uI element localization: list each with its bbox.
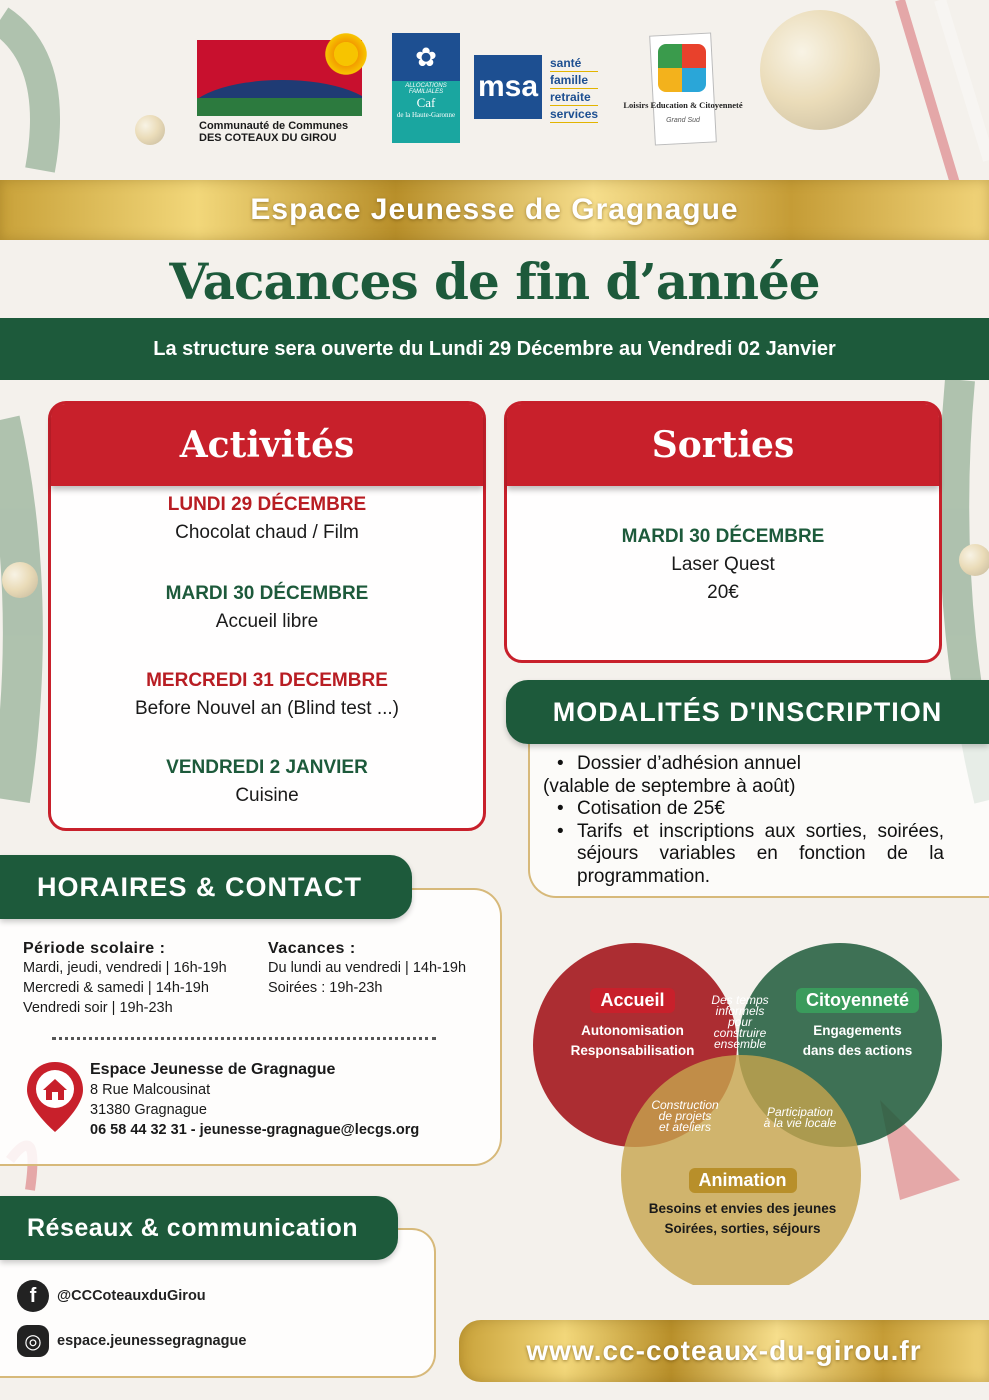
reseaux-heading: Réseaux & communication xyxy=(0,1196,398,1260)
activity-date: LUNDI 29 DÉCEMBRE xyxy=(167,494,367,515)
venn-intersection-ac xyxy=(700,995,780,1050)
scolaire-title: Période scolaire : xyxy=(23,940,166,957)
vacances-title: Vacances : xyxy=(268,940,356,957)
modalite-item: • Dossier d’adhésion annuel xyxy=(543,753,944,776)
scolaire-line: Mardi, jeudi, vendredi | 16h-19h xyxy=(23,960,227,976)
modalite-item: • Cotisation de 25€ xyxy=(543,798,944,821)
caf-line3: de la Haute-Garonne xyxy=(396,111,456,119)
opening-band xyxy=(0,318,989,380)
website-banner[interactable] xyxy=(459,1320,989,1382)
address-line: 8 Rue Malcousinat xyxy=(90,1082,211,1098)
activity-entry xyxy=(48,757,486,807)
activites-heading: Activités xyxy=(51,404,483,486)
venn-int-line: Participation xyxy=(766,1105,834,1119)
instagram-link[interactable] xyxy=(17,1325,246,1357)
logo-communaute-communes xyxy=(197,30,377,145)
page-title: Vacances de fin d’année xyxy=(169,252,820,311)
venn-animation xyxy=(605,1168,880,1239)
activity-date: MARDI 30 DÉCEMBRE xyxy=(165,583,369,604)
sun-icon xyxy=(322,30,370,78)
activity-entry xyxy=(48,583,486,633)
venn-intersection-aa xyxy=(640,1100,730,1133)
activity-entry xyxy=(48,494,486,544)
contact-address xyxy=(90,1060,419,1140)
sortie-price: 20€ xyxy=(707,582,739,603)
venn-int-line: à la vie locale xyxy=(763,1116,837,1130)
msa-word: services xyxy=(550,107,599,121)
venn-animation-tag: Animation xyxy=(689,1168,797,1193)
venn-accueil-text: Responsabilisation xyxy=(570,1043,695,1058)
msa-word: santé xyxy=(550,55,598,72)
scolaire-line: Mercredi & samedi | 14h-19h xyxy=(23,980,209,996)
activity-entry xyxy=(48,670,486,720)
venn-diagram xyxy=(525,920,955,1285)
modalite-item: • Tarifs et inscriptions aux sorties, soirées, séjours variables en fonction de la programmation. xyxy=(543,821,944,889)
msa-word: famille xyxy=(550,72,598,89)
family-icon: ✿ xyxy=(392,33,460,81)
facebook-link[interactable] xyxy=(17,1280,206,1312)
activity-date: VENDREDI 2 JANVIER xyxy=(166,757,368,778)
location-pin-icon xyxy=(25,1060,85,1134)
lec-art-icon xyxy=(658,44,706,92)
contact-name: Espace Jeunesse de Gragnague xyxy=(90,1061,336,1078)
cc-line1: Communauté de Communes xyxy=(199,120,349,132)
scolaire-line: Vendredi soir | 19h-23h xyxy=(23,1000,173,1016)
venn-citoyennete xyxy=(765,988,950,1061)
activity-date: MERCREDI 31 DECEMBRE xyxy=(146,670,388,691)
phone-number[interactable]: 06 58 44 32 31 xyxy=(90,1122,187,1138)
venn-int-line: de projets xyxy=(658,1109,712,1123)
logo-caf xyxy=(392,33,460,143)
cc-line2: DES COTEAUX DU GIROU xyxy=(199,132,337,144)
horaires-heading: HORAIRES & CONTACT xyxy=(0,855,412,919)
venn-int-line: construire xyxy=(713,1026,767,1040)
activity-name: Before Nouvel an (Blind test ...) xyxy=(134,698,399,719)
sortie-date: MARDI 30 DÉCEMBRE xyxy=(621,526,825,547)
activites-card xyxy=(48,401,486,831)
venn-intersection-ca xyxy=(750,1107,850,1129)
facebook-handle: @CCCoteauxduGirou xyxy=(57,1288,206,1304)
venn-int-line: informels xyxy=(715,1004,765,1018)
sorties-card xyxy=(504,401,942,663)
lec-subtitle: Grand Sud xyxy=(666,117,700,124)
scolaire-column xyxy=(23,940,227,1018)
website-url[interactable]: www.cc-coteaux-du-girou.fr xyxy=(526,1335,922,1366)
caf-line2: Caf xyxy=(416,95,436,110)
venn-animation-text: Besoins et envies des jeunes xyxy=(648,1201,837,1216)
venn-citoyennete-text: Engagements xyxy=(813,1023,902,1038)
modalites-heading: MODALITÉS D'INSCRIPTION xyxy=(506,680,989,744)
venn-citoyennete-tag: Citoyenneté xyxy=(796,988,919,1013)
venn-int-line: pour xyxy=(727,1015,753,1029)
msa-word: retraite xyxy=(550,89,598,106)
msa-box: msa xyxy=(474,55,542,119)
activity-name: Cuisine xyxy=(235,785,299,806)
facebook-icon: f xyxy=(17,1280,49,1312)
sortie-name: Laser Quest xyxy=(671,554,775,575)
caf-line1: ALLOCATIONS FAMILIALES xyxy=(405,83,447,95)
logo-msa xyxy=(474,55,619,123)
venn-int-line: Construction xyxy=(651,1098,719,1112)
lec-title: Loisirs Education & Citoyenneté xyxy=(623,100,743,110)
modalites-list xyxy=(543,753,944,888)
vacances-line: Soirées : 19h-23h xyxy=(268,980,383,996)
venn-int-line: ensemble xyxy=(713,1037,767,1051)
structure-banner xyxy=(0,180,989,240)
activity-name: Accueil libre xyxy=(215,611,319,632)
sortie-entry xyxy=(504,526,942,604)
modalite-item-cont: (valable de septembre à août) xyxy=(543,775,796,797)
venn-accueil-text: Autonomisation xyxy=(581,1023,684,1038)
vacances-line: Du lundi au vendredi | 14h-19h xyxy=(268,960,467,976)
address-line: 31380 Gragnague xyxy=(90,1102,207,1118)
sorties-heading: Sorties xyxy=(507,404,939,486)
venn-animation-text: Soirées, sorties, séjours xyxy=(664,1221,821,1236)
opening-text: La structure sera ouverte du Lundi 29 Décembre au Vendredi 02 Janvier xyxy=(153,337,836,360)
venn-int-line: Des temps xyxy=(711,993,769,1007)
banner-text: Espace Jeunesse de Gragnague xyxy=(250,193,739,226)
email-address[interactable]: - jeunesse-gragnague@lecgs.org xyxy=(190,1122,420,1138)
instagram-handle: espace.jeunessegragnague xyxy=(57,1333,247,1349)
vacances-column xyxy=(268,940,466,998)
venn-int-line: et ateliers xyxy=(658,1120,712,1134)
venn-citoyennete-text: dans des actions xyxy=(802,1043,913,1058)
venn-accueil-tag: Accueil xyxy=(590,988,674,1013)
divider xyxy=(52,1037,436,1040)
logo-lec xyxy=(618,34,748,146)
activity-name: Chocolat chaud / Film xyxy=(175,522,359,543)
instagram-icon: ◎ xyxy=(17,1325,49,1357)
